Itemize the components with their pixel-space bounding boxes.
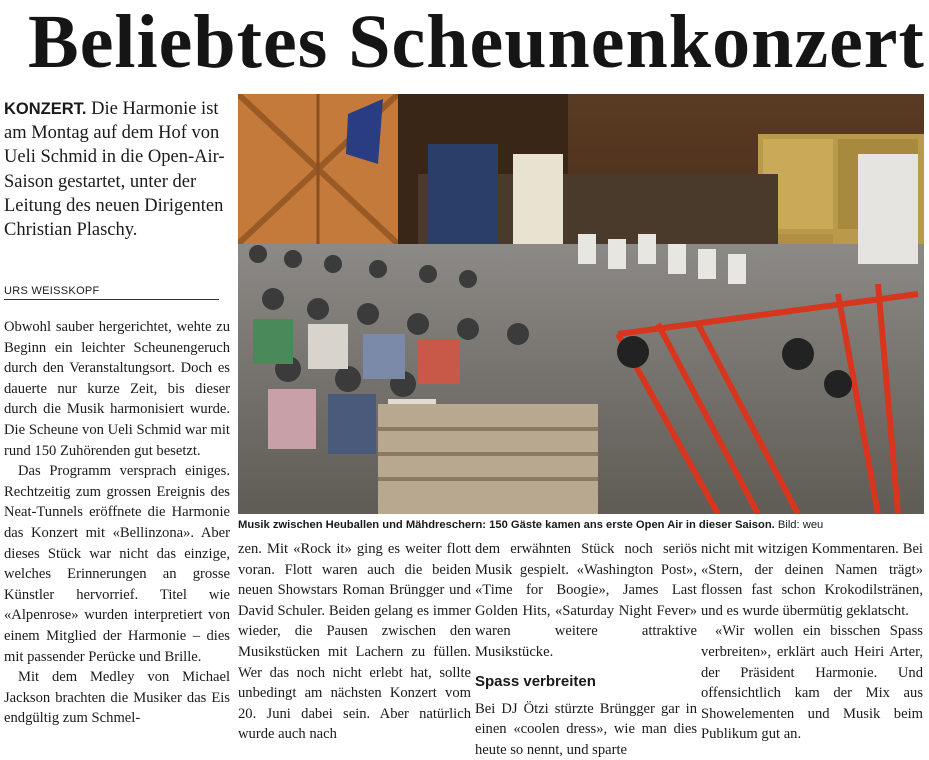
body-paragraph: dem erwähnten Stück noch seriös Musik gespielt. «Washington Post», «Time for Boogie», James Last Golden Hits, «Saturday Night Fever» waren weitere attraktive Musikstücke. (475, 541, 697, 660)
lead-kicker: KONZERT. (4, 100, 87, 118)
caption-text: Musik zwischen Heuballen und Mähdreschern: 150 Gäste kamen ans erste Open Air in dieser Saison. (238, 519, 775, 531)
body-paragraph: zen. Mit «Rock it» ging es weiter flott voran. Flott waren auch die beiden neuen Showstars Roman Brüngger und David Schuler. Beiden gelang es immer wieder, die Pausen zwischen den Musikstücken mit Lachern zu füllen. Wer das noch nicht erlebt hat, sollte unbedingt am nächsten Konzert vom 20. Juni dabei sein. Aber natürlich wurde auch nach (238, 541, 471, 743)
subheading: Spass verbreiten (475, 672, 596, 690)
headline: Beliebtes Scheunenkonzert (28, 0, 925, 84)
lead-paragraph (4, 97, 232, 242)
author-byline: URS WEISSKOPF (4, 285, 219, 300)
photo-credit: Bild: weu (777, 519, 824, 531)
text-column-2 (238, 539, 471, 745)
text-column-3 (475, 539, 697, 760)
body-paragraph: nicht mit witzigen Kommentaren. Bei «Stern, der deinen Namen trägt» flossen fast schon Krokodilstränen, und es wurde übermütig geklatscht. (701, 541, 923, 619)
body-paragraph: Das Programm versprach einiges. Rechtzeitig zum grossen Ereignis des Neat-Tunnels eröffnete die Harmonie das Konzert mit «Bellinzona». Aber dieses Stück war nicht das einzige, welches Erinnerungen an grosse Künstler hervorrief. Titel wie «Alpenrose» wurden interpretiert von einem Mitglied der Harmonie – dies mit passender Perücke und Brille. (4, 463, 230, 665)
concert-photo (238, 94, 924, 514)
barn-concert-image (238, 94, 924, 514)
lead-text: Die Harmonie ist am Montag auf dem Hof von Ueli Schmid in die Open-Air-Saison gestartet, unter der Leitung des neuen Dirigenten Christian Plaschy. (4, 99, 225, 241)
text-column-1 (4, 317, 230, 729)
body-paragraph: «Wir wollen ein bisschen Spass verbreiten», erklärt auch Heiri Arter, der Präsident Harmonie. Und offensichtlich kam der Mix aus Showelementen und Musik beim Publikum gut an. (701, 623, 923, 743)
body-paragraph: Bei DJ Ötzi stürzte Brüngger gar in einen «coolen dress», wie man dies heute so nennt, und sparte (475, 700, 697, 758)
text-column-4 (701, 539, 923, 745)
body-paragraph: Obwohl sauber hergerichtet, wehte zu Beginn ein leichter Scheunengeruch durch den Veranstaltungsort. Doch es dauerte nur kurze Zeit, bis dieser durch die Musik harmonisiert wurde. Die Scheune von Ueli Schmid war mit rund 150 Zuhörenden gut besetzt. (4, 319, 230, 459)
body-paragraph: Mit dem Medley von Michael Jackson brachten die Musiker das Eis endgültig zum Schmel- (4, 669, 230, 727)
photo-caption (238, 518, 924, 532)
